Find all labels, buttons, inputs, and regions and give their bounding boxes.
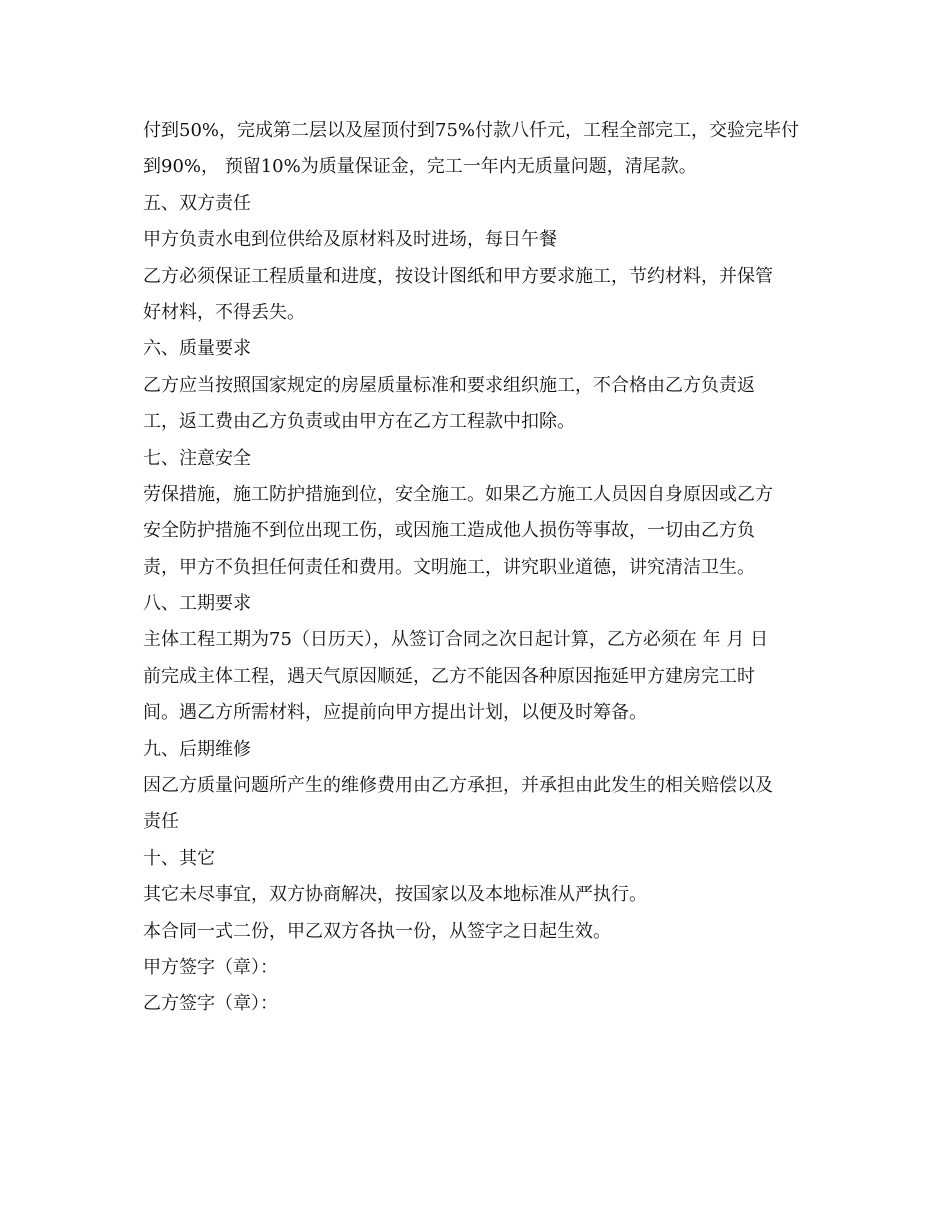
schedule-text-line-3: 间。遇乙方所需材料，应提前向甲方提出计划，以便及时筹备。 xyxy=(143,702,647,724)
copies-clause: 本合同一式二份，甲乙双方各执一份，从签字之日起生效。 xyxy=(143,920,611,942)
other-text: 其它未尽事宜，双方协商解决，按国家以及本地标准从严执行。 xyxy=(143,884,647,906)
safety-text-line-3: 责，甲方不负担任何责任和费用。文明施工，讲究职业道德，讲究清洁卫生。 xyxy=(143,556,755,578)
responsibility-party-b-line-1: 乙方必须保证工程质量和进度，按设计图纸和甲方要求施工，节约材料，并保管 xyxy=(143,265,773,287)
section-heading-safety: 七、注意安全 xyxy=(143,447,251,469)
quality-text-line-1: 乙方应当按照国家规定的房屋质量标准和要求组织施工，不合格由乙方负责返 xyxy=(143,374,755,396)
section-heading-quality: 六、质量要求 xyxy=(143,338,251,360)
maintenance-text-line-1: 因乙方质量问题所产生的维修费用由乙方承担，并承担由此发生的相关赔偿以及 xyxy=(143,775,773,797)
safety-text-line-2: 安全防护措施不到位出现工伤，或因施工造成他人损伤等事故，一切由乙方负 xyxy=(143,520,755,542)
responsibility-party-b-line-2: 好材料，不得丢失。 xyxy=(143,301,305,323)
payment-terms-line-2: 到90%， 预留10%为质量保证金，完工一年内无质量问题，清尾款。 xyxy=(143,156,697,178)
safety-text-line-1: 劳保措施，施工防护措施到位，安全施工。如果乙方施工人员因自身原因或乙方 xyxy=(143,483,773,505)
quality-text-line-2: 工，返工费由乙方负责或由甲方在乙方工程款中扣除。 xyxy=(143,411,575,433)
payment-terms-line-1: 付到50%，完成第二层以及屋顶付到75%付款八仟元，工程全部完工，交验完毕付 xyxy=(143,120,800,141)
responsibility-party-a: 甲方负责水电到位供给及原材料及时进场，每日午餐 xyxy=(143,229,557,251)
signature-party-b: 乙方签字（章）： xyxy=(143,993,278,1015)
section-heading-responsibilities: 五、双方责任 xyxy=(143,192,251,214)
section-heading-schedule: 八、工期要求 xyxy=(143,593,251,615)
section-heading-maintenance: 九、后期维修 xyxy=(143,738,251,760)
schedule-text-line-2: 前完成主体工程，遇天气原因顺延，乙方不能因各种原因拖延甲方建房完工时 xyxy=(143,665,755,687)
maintenance-text-line-2: 责任 xyxy=(143,811,179,833)
document-body xyxy=(143,113,823,1023)
section-heading-other: 十、其它 xyxy=(143,847,215,869)
schedule-text-line-1: 主体工程工期为75（日历天），从签订合同之次日起计算，乙方必须在 年 月 日 xyxy=(143,629,769,651)
signature-party-a: 甲方签字（章）： xyxy=(143,956,278,978)
